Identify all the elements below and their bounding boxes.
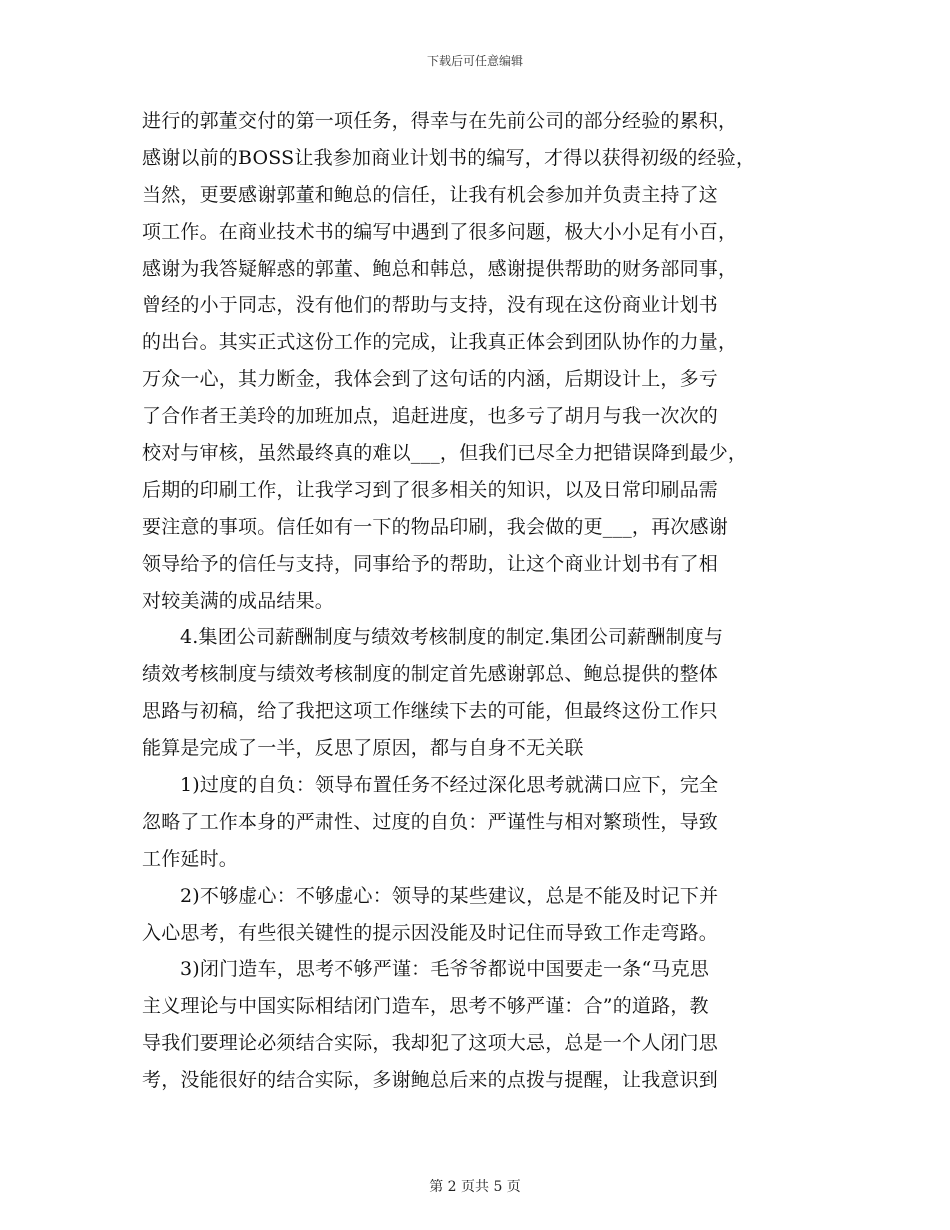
- text-line: 当然，更要感谢郭董和鲍总的信任，让我有机会参加并负责主持了这: [142, 183, 719, 206]
- text-line: 感谢以前的BOSS让我参加商业计划书的编写，才得以获得初级的经验，: [142, 146, 756, 169]
- text-line: 主义理论与中国实际相结闭门造车，思考不够严谨：合”的道路，教: [142, 995, 709, 1018]
- text-line: 忽略了工作本身的严肃性、过度的自负：严谨性与相对繁琐性，导致: [142, 810, 719, 833]
- text-line: 了合作者王美玲的加班加点，追赶进度，也多亏了胡月与我一次次的: [142, 405, 719, 428]
- page-header: 下载后可任意编辑: [426, 54, 523, 68]
- text-line: 对较美满的成品结果。: [142, 589, 335, 612]
- text-line: 要注意的事项。信任如有一下的物品印刷，我会做的更___，再次感谢: [142, 515, 728, 538]
- text-line: 感谢为我答疑解惑的郭董、鲍总和韩总，感谢提供帮助的财务部同事，: [142, 257, 738, 280]
- text-line: 的出台。其实正式这份工作的完成，让我真正体会到团队协作的力量，: [142, 331, 738, 354]
- document-body: [142, 103, 812, 1099]
- page-footer: 第 2 页共 5 页: [429, 1179, 521, 1195]
- text-line: 能算是完成了一半，反思了原因，都与自身不无关联: [142, 737, 584, 760]
- text-line: 万众一心，其力断金，我体会到了这句话的内涵，后期设计上，多亏: [142, 368, 719, 391]
- text-line: 项工作。在商业技术书的编写中遇到了很多问题，极大小小足有小百，: [142, 220, 738, 243]
- text-line: 工作延时。: [142, 847, 239, 870]
- list-item-line: 2)不够虚心：不够虚心：领导的某些建议，总是不能及时记下并: [180, 884, 719, 907]
- text-line: 考，没能很好的结合实际，多谢鲍总后来的点拨与提醒，让我意识到: [142, 1069, 719, 1092]
- section-heading-line: 4.集团公司薪酬制度与绩效考核制度的制定.集团公司薪酬制度与: [180, 626, 724, 649]
- text-line: 入心思考，有些很关键性的提示因没能及时记住而导致工作走弯路。: [142, 921, 719, 944]
- text-line: 导我们要理论必须结合实际，我却犯了这项大忌，总是一个人闭门思: [142, 1032, 719, 1055]
- text-line: 领导给予的信任与支持，同事给予的帮助，让这个商业计划书有了相: [142, 552, 719, 575]
- text-line: 曾经的小于同志，没有他们的帮助与支持，没有现在这份商业计划书: [142, 294, 719, 317]
- list-item-line: 1)过度的自负：领导布置任务不经过深化思考就满口应下，完全: [180, 774, 719, 797]
- text-line: 绩效考核制度与绩效考核制度的制定首先感谢郭总、鲍总提供的整体: [142, 663, 719, 686]
- text-line: 后期的印刷工作，让我学习到了很多相关的知识，以及日常印刷品需: [142, 478, 719, 501]
- text-line: 进行的郭董交付的第一项任务，得幸与在先前公司的部分经验的累积，: [142, 110, 738, 132]
- list-item-line: 3)闭门造车，思考不够严谨：毛爷爷都说中国要走一条“马克思: [180, 958, 710, 981]
- text-line: 校对与审核，虽然最终真的难以___，但我们已尽全力把错误降到最少，: [142, 442, 748, 465]
- text-line: 思路与初稿，给了我把这项工作继续下去的可能，但最终这份工作只: [142, 700, 719, 723]
